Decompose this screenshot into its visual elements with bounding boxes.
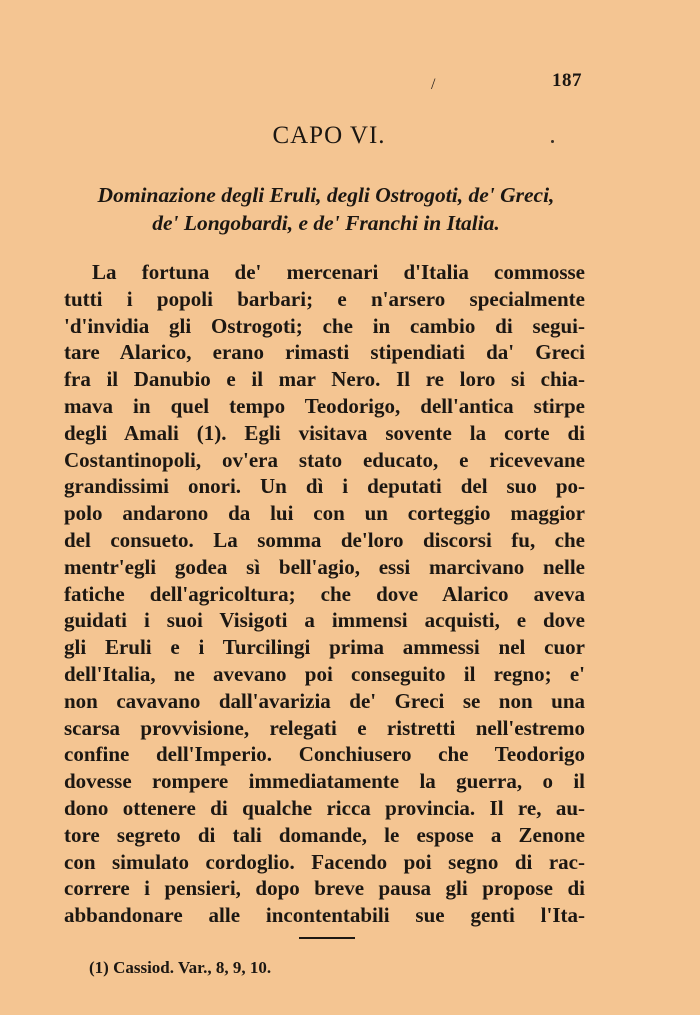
subtitle-line: Dominazione degli Eruli, degli Ostrogoti, de' Greci, (97, 183, 555, 207)
text-line: fra il Danubio e il mar Nero. Il re loro si chia- (64, 367, 585, 392)
text-line: guidati i suoi Visigoti a immensi acquisti, e dove (64, 608, 585, 633)
text-line: polo andarono da lui con un corteggio maggior (64, 501, 585, 526)
chapter-subtitle (64, 181, 588, 237)
text-line: dono ottenere di qualche ricca provincia. Il re, au- (64, 795, 585, 820)
footnote-rule (299, 937, 355, 939)
text-line: fatiche dell'agricoltura; che dove Alarico aveva (64, 581, 585, 606)
text-line: Costantinopoli, ov'era stato educato, e ricevevane (64, 447, 585, 472)
chapter-title: CAPO VI. (272, 122, 386, 149)
text-line: del consueto. La somma de'loro discorsi fu, che (64, 527, 585, 552)
text-line: non cavavano dall'avarizia de' Greci se non una (64, 688, 585, 713)
text-line: tore segreto di tali domande, le espose a Zenone (64, 822, 585, 847)
text-line: confine dell'Imperio. Conchiusero che Teodorigo (64, 742, 585, 767)
text-line: dell'Italia, ne avevano poi conseguito il regno; e' (64, 661, 585, 686)
page-number: 187 (552, 70, 582, 91)
stray-mark: / (431, 76, 436, 93)
text-line: tare Alarico, erano rimasti stipendiati da' Greci (64, 340, 585, 365)
body-text (64, 259, 585, 929)
text-line: degli Amali (1). Egli visitava sovente la corte di (64, 420, 585, 445)
subtitle-line: de' Longobardi, e de' Franchi in Italia. (152, 211, 500, 235)
footnote: (1) Cassiod. Var., 8, 9, 10. (89, 958, 272, 977)
text-line: dovesse rompere immediatamente la guerra, o il (64, 769, 585, 794)
text-line: mava in quel tempo Teodorigo, dell'antica stirpe (64, 393, 585, 418)
text-line: gli Eruli e i Turcilingi prima ammessi nel cuor (64, 635, 585, 660)
text-line: grandissimi onori. Un dì i deputati del suo po- (64, 474, 585, 499)
text-line: mentr'egli godea sì bell'agio, essi marcivano nelle (64, 554, 585, 579)
text-line: scarsa provvisione, relegati e ristretti nell'estremo (64, 715, 585, 740)
text-line: abbandonare alle incontentabili sue genti l'Ita- (64, 903, 585, 928)
text-line: 'd'invidia gli Ostrogoti; che in cambio di segui- (64, 313, 585, 338)
text-line: La fortuna de' mercenari d'Italia commosse (92, 260, 585, 284)
text-line: correre i pensieri, dopo breve pausa gli propose di (64, 876, 585, 901)
text-line: con simulato cordoglio. Facendo poi segno di rac- (64, 849, 585, 874)
text-line: tutti i popoli barbari; e n'arsero specialmente (64, 286, 585, 311)
